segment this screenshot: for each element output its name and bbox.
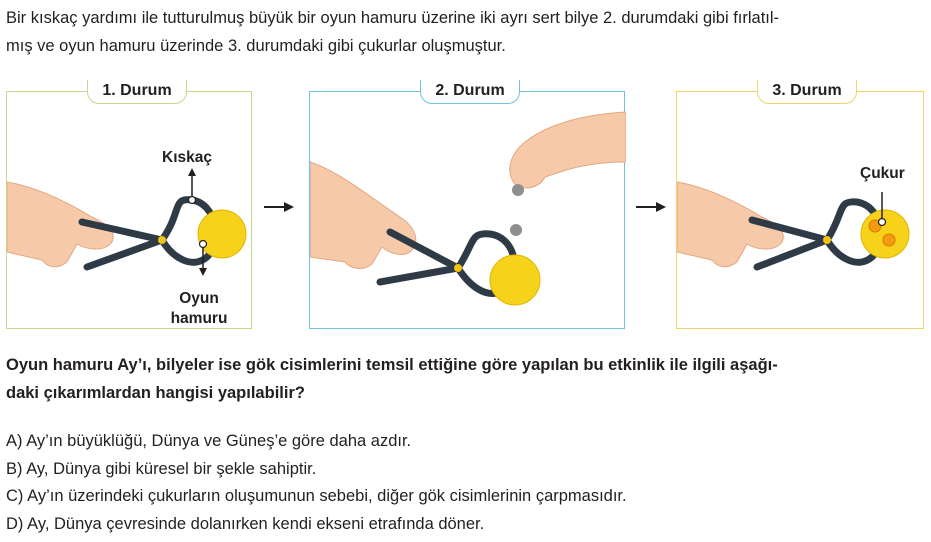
situation-2-title: 2. Durum (420, 80, 520, 104)
question-line-1: Oyun hamuru Ay’ı, bilyeler ise gök cisimlerini temsil ettiğine göre yapılan bu etkinlik ile ilgili aşağı- (6, 356, 778, 374)
situation-3-title: 3. Durum (757, 80, 857, 104)
option-letter: A) (6, 432, 23, 450)
question-line-2: daki çıkarımlardan hangisi yapılabilir? (6, 384, 305, 402)
option-letter: D) (6, 514, 24, 533)
intro-line-1: Bir kıskaç yardımı ile tutturulmuş büyük bir oyun hamuru üzerine iki ayrı sert bilye 2. durumdaki gibi fırlatıl- (6, 9, 780, 27)
clamp-pivot (823, 236, 831, 244)
option-text: Ay’ın büyüklüğü, Dünya ve Güneş’e göre daha azdır. (26, 432, 412, 450)
option-letter: C) (6, 487, 24, 505)
hand-shape (510, 112, 626, 188)
situation-2-panel (309, 82, 625, 329)
option-c[interactable] (6, 483, 627, 511)
arrow-right-icon (264, 200, 294, 214)
hand-shape (310, 162, 416, 268)
option-text: Ay’ın üzerindeki çukurların oluşumunun sebebi, diğer gök cisimlerinin çarpmasıdır. (27, 487, 627, 505)
dough-ball (861, 210, 909, 258)
crater-mark (883, 234, 895, 246)
situation-2-illustration (310, 92, 626, 330)
clamp-label: Kıskaç (162, 149, 212, 166)
clamp-pivot (158, 236, 166, 244)
answer-options (6, 428, 627, 538)
option-text: Ay, Dünya çevresinde dolanırken kendi ekseni etrafında döner. (27, 514, 485, 533)
marble (512, 184, 524, 196)
question-text (6, 351, 926, 407)
option-text: Ay, Dünya gibi küresel bir şekle sahiptir. (26, 459, 317, 478)
option-a[interactable] (6, 428, 627, 456)
arrow-right-icon (636, 200, 666, 214)
situation-3-panel (676, 82, 924, 329)
option-b[interactable] (6, 456, 627, 484)
marble (510, 224, 522, 236)
crater-label: Çukur (860, 165, 905, 182)
dough-ball (198, 210, 246, 258)
dough-label-line-2: hamuru (170, 310, 228, 327)
option-letter: B) (6, 459, 23, 478)
situation-1-panel (6, 82, 252, 329)
dough-label (169, 289, 229, 329)
intro-line-2: mış ve oyun hamuru üzerinde 3. durumdaki gibi çukurlar oluşmuştur. (6, 37, 506, 55)
situation-1-title: 1. Durum (87, 80, 187, 104)
intro-text (6, 4, 926, 60)
clamp-pivot (454, 264, 462, 272)
option-d[interactable] (6, 511, 627, 539)
situation-3-illustration (677, 92, 925, 330)
dough-label-line-1: Oyun (179, 290, 219, 307)
dough-ball (490, 255, 540, 305)
